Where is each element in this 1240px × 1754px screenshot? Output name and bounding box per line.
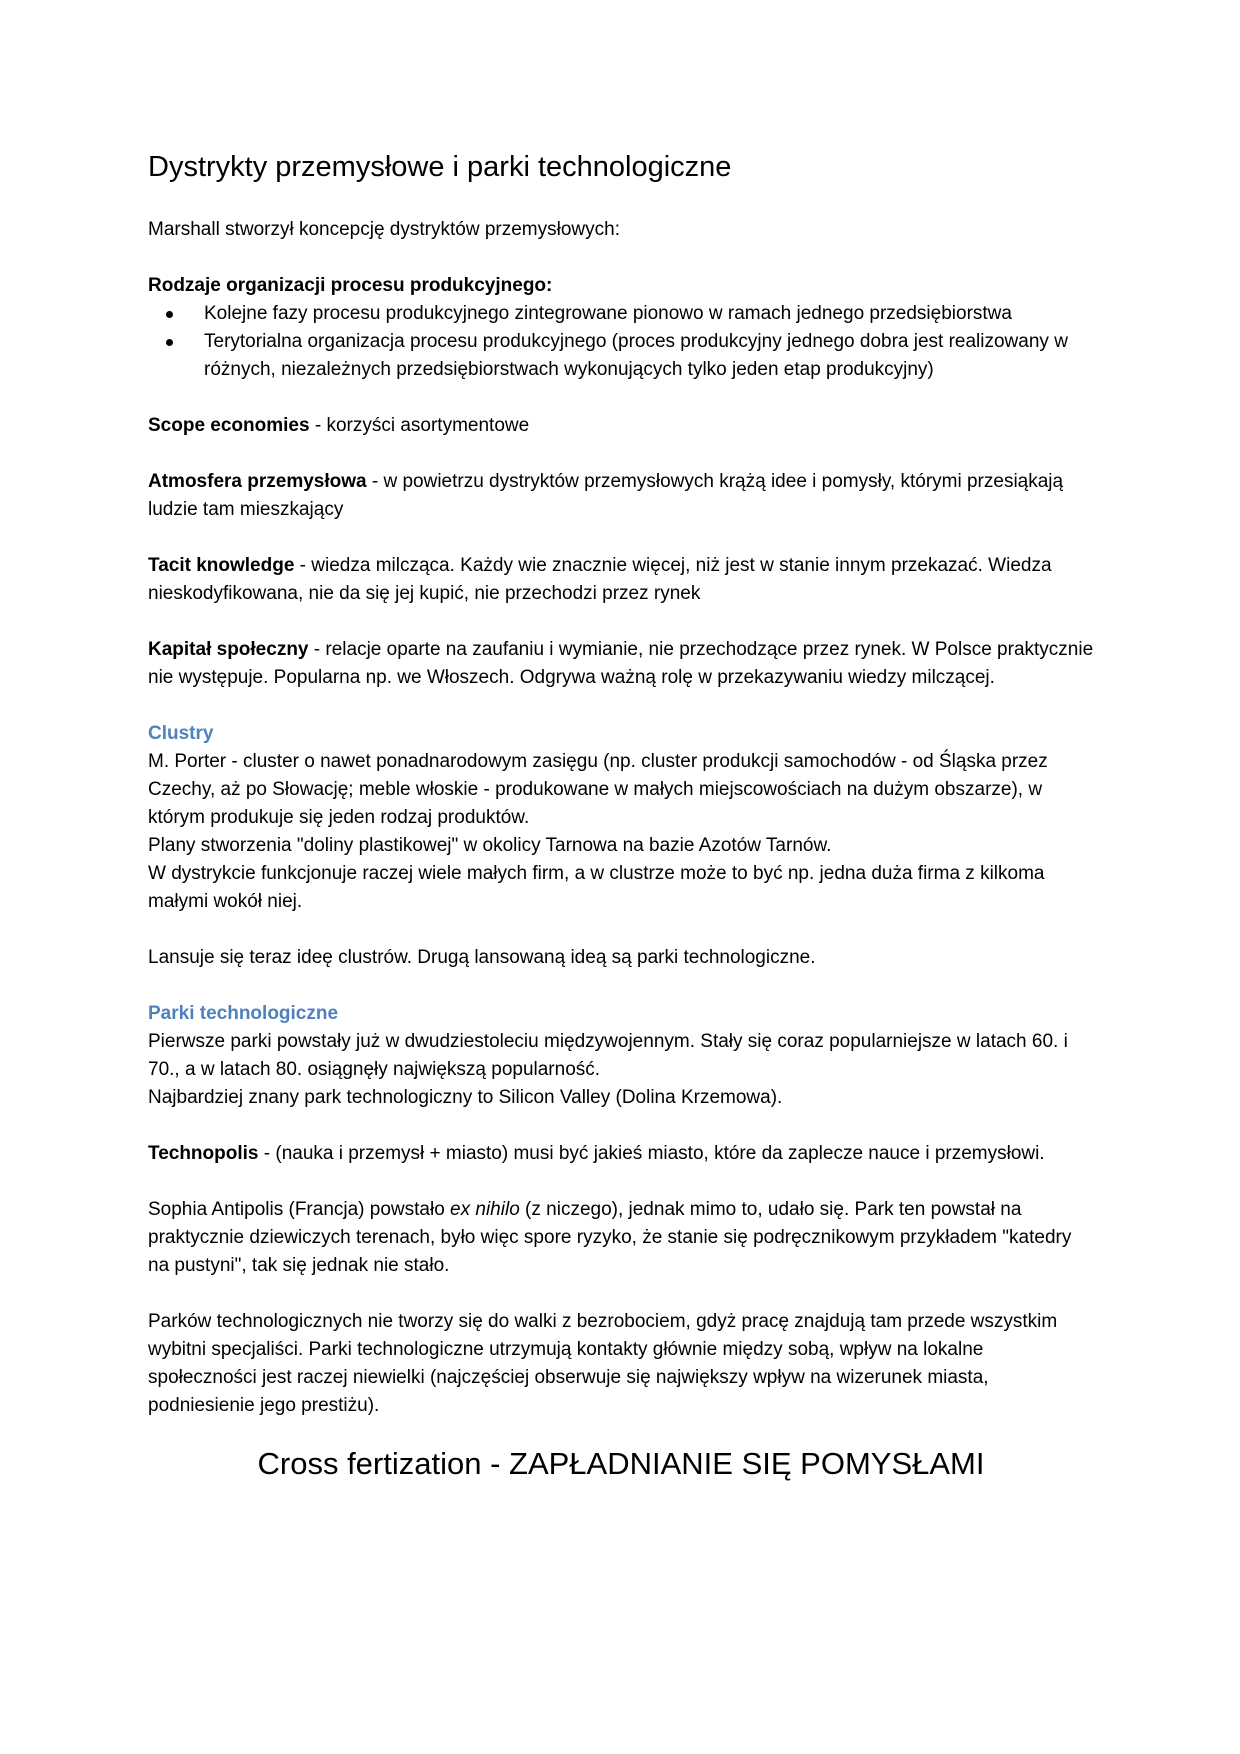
clusters-line: M. Porter - cluster o nawet ponadnarodowym zasięgu (np. cluster produkcji samochodów - od Śląska przez Czechy, aż po Słowację; meble włoskie - produkowane w małych miejscowościach na dużym obszarze), w którym produkuje się jeden rodzaj produktów. <box>148 751 1048 828</box>
spacer <box>148 972 1094 1000</box>
term-label: Scope economies <box>148 415 310 436</box>
document-title: Dystrykty przemysłowe i parki technologiczne <box>148 151 732 183</box>
term-definition: - korzyści asortymentowe <box>309 415 530 436</box>
spacer <box>148 244 1094 272</box>
sophia-italic: ex nihilo <box>450 1199 520 1220</box>
spacer <box>148 608 1094 636</box>
term-definition: - (nauka i przemysł + miasto) musi być jakieś miasto, które da zaplecze nauce i przemysłowi. <box>258 1143 1045 1164</box>
term-label: Technopolis <box>148 1143 259 1164</box>
clusters-line: W dystrykcie funkcjonuje raczej wiele małych firm, a w clustrze może to być np. jedna duża firma z kilkoma małymi wokół niej. <box>148 863 1045 912</box>
parks-line: Pierwsze parki powstały już w dwudziestoleciu międzywojennym. Stały się coraz popularniejsze w latach 60. i 70., a w latach 80. osiągnęły największą popularność. <box>148 1031 1068 1080</box>
bullet-icon <box>166 339 173 346</box>
list-item-text: Kolejne fazy procesu produkcyjnego zintegrowane pionowo w ramach jednego przedsiębiorstwa <box>204 303 1012 324</box>
document-page <box>148 148 1094 1484</box>
list-item-text: Terytorialna organizacja procesu produkcyjnego (proces produkcyjny jednego dobra jest realizowany w różnych, niezależnych przedsiębiorstwach wykonujących tylko jeden etap produkcyjny) <box>204 331 1068 380</box>
list-item <box>148 300 1094 328</box>
clusters-after-paragraph: Lansuje się teraz ideę clustrów. Drugą lansowaną ideą są parki technologiczne. <box>148 947 816 968</box>
spacer <box>148 1112 1094 1140</box>
organization-list <box>148 300 1094 384</box>
term-label: Tacit knowledge <box>148 555 295 576</box>
term-definition: - wiedza milcząca. Każdy wie znacznie więcej, niż jest w stanie innym przekazać. Wiedza nieskodyfikowana, nie da się jej kupić, nie przechodzi przez rynek <box>148 555 1052 604</box>
spacer <box>148 524 1094 552</box>
spacer <box>148 692 1094 720</box>
clusters-heading: Clustry <box>148 723 214 744</box>
parks-line: Najbardziej znany park technologiczny to Silicon Valley (Dolina Krzemowa). <box>148 1087 783 1108</box>
sophia-antipolis-paragraph <box>148 1196 1094 1280</box>
term-definition: - w powietrzu dystryktów przemysłowych krążą idee i pomysły, którymi przesiąkają ludzie tam mieszkający <box>148 471 1064 520</box>
sophia-text-before: Sophia Antipolis (Francja) powstało <box>148 1199 451 1220</box>
term-label: Atmosfera przemysłowa <box>148 471 367 492</box>
spacer <box>148 440 1094 468</box>
sophia-text-after: (z niczego), jednak mimo to, udało się. Park ten powstał na praktycznie dziewiczych terenach, było więc spore ryzyko, że stanie się podręcznikowym przykładem "katedry na pustyni", tak się jednak nie stało. <box>148 1199 1072 1276</box>
term-technopolis <box>148 1140 1094 1168</box>
bullet-icon <box>166 311 173 318</box>
organization-heading: Rodzaje organizacji procesu produkcyjnego: <box>148 275 553 296</box>
unemployment-paragraph: Parków technologicznych nie tworzy się do walki z bezrobociem, gdyż pracę znajdują tam przede wszystkim wybitni specjaliści. Parki technologiczne utrzymują kontakty głównie między sobą, wpływ na lokalne społeczności jest raczej niewielki (najczęściej obserwuje się największy wpływ na wizerunek miasta, podniesienie jego prestiżu). <box>148 1311 1058 1416</box>
term-label: Kapitał społeczny <box>148 639 309 660</box>
term-scope-economies <box>148 412 1094 440</box>
list-item <box>148 328 1094 384</box>
term-tacit-knowledge <box>148 552 1094 608</box>
intro-paragraph: Marshall stworzył koncepcję dystryktów przemysłowych: <box>148 219 620 240</box>
term-definition: - relacje oparte na zaufaniu i wymianie, nie przechodzące przez rynek. W Polsce praktycznie nie występuje. Popularna np. we Włoszech. Odgrywa ważną rolę w przekazywaniu wiedzy milczącej. <box>148 639 1094 688</box>
spacer <box>148 1168 1094 1196</box>
spacer <box>148 1280 1094 1308</box>
clusters-line: Plany stworzenia "doliny plastikowej" w okolicy Tarnowa na bazie Azotów Tarnów. <box>148 835 832 856</box>
parks-heading: Parki technologiczne <box>148 1003 339 1024</box>
spacer <box>148 916 1094 944</box>
term-atmosfera <box>148 468 1094 524</box>
spacer <box>148 384 1094 412</box>
term-kapital-spoleczny <box>148 636 1094 692</box>
closing-heading: Cross fertization - ZAPŁADNIANIE SIĘ POMYSŁAMI <box>257 1446 985 1481</box>
